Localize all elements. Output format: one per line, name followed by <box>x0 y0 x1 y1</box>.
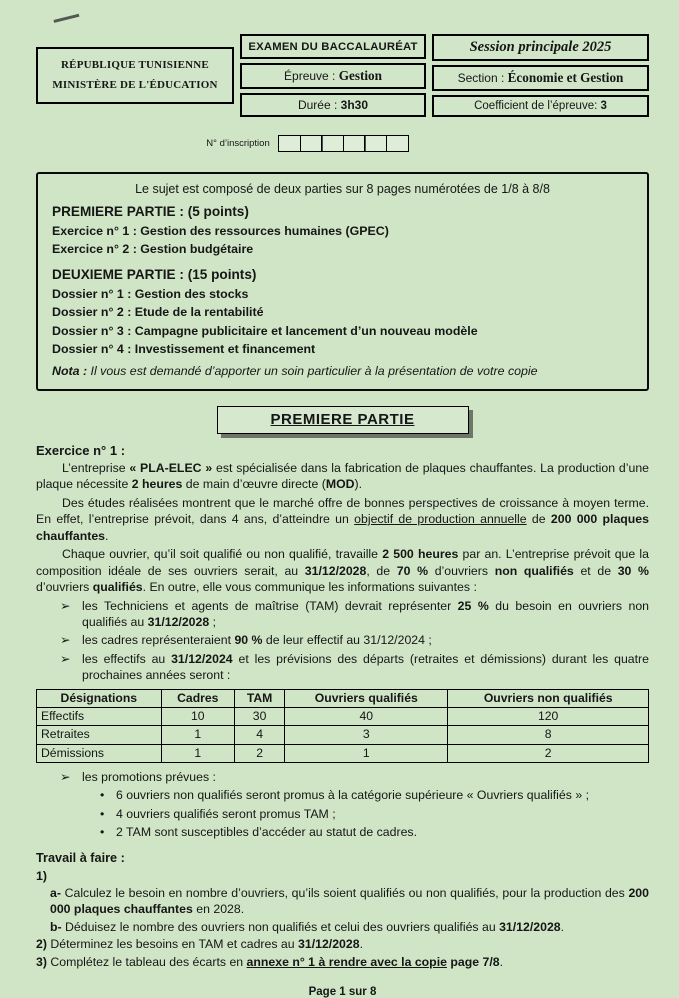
inscription-row <box>36 135 579 152</box>
table-header-cell: Désignations <box>37 689 162 707</box>
table-cell: 4 <box>234 726 284 744</box>
table-header-cell: Ouvriers non qualifiés <box>448 689 649 707</box>
bullet-item <box>60 598 649 631</box>
promotion-text: 4 ouvriers qualifiés seront promus TAM ; <box>116 806 336 821</box>
session-box: Session principale 2025 <box>432 34 649 61</box>
table-cell: 8 <box>448 726 649 744</box>
bullet-text: les promotions prévues : <box>82 769 216 784</box>
promotion-item <box>100 806 649 823</box>
paragraph-workers: Chaque ouvrier, qu’il soit qualifié ou non qualifié, travaille 2 500 heures par an. L’entreprise prévoit que la composition idéale de ses ouvriers serait, au 31/12/2028, de 70 % d’ouvriers non qualifiés et de 30 % d’ouvriers qualifiés. En outre, elle vous communique les informations suivantes : <box>36 547 649 595</box>
bullet-item <box>60 769 649 785</box>
part1-title: PREMIERE PARTIE : (5 points) <box>52 204 249 219</box>
bullet-text: les cadres représenteraient 90 % de leur effectif au 31/12/2024 ; <box>82 633 432 648</box>
part2-title: DEUXIEME PARTIE : (15 points) <box>52 266 257 282</box>
table-cell: Démissions <box>37 744 162 762</box>
table-header-cell: Ouvriers qualifiés <box>285 689 448 707</box>
section-box: Section : Économie et Gestion <box>432 65 649 91</box>
ministry-line: MINISTÈRE DE L'ÉDUCATION <box>52 78 218 91</box>
table-row <box>37 708 649 726</box>
table-cell: Effectifs <box>37 708 162 726</box>
paragraph-objective: Des études réalisées montrent que le marché offre de bonnes perspectives de croissance à moyen terme. En effet, l’entreprise prévoit, dans 4 ans, d’atteindre un objectif de production annuelle de 200 000 plaques chauffantes. <box>36 495 649 543</box>
header-middle-column <box>240 34 426 117</box>
table-cell: 120 <box>448 708 649 726</box>
coefficient-box: Coefficient de l’épreuve: 3 <box>432 95 649 117</box>
arrow-bullet-icon: ➢ <box>60 651 71 666</box>
table-header-cell: TAM <box>234 689 284 707</box>
dossier-2-line: Dossier n° 2 : Etude de la rentabilité <box>52 305 264 320</box>
inscription-cell <box>386 135 409 152</box>
page-number: Page 1 sur 8 <box>308 985 377 998</box>
question-2: 2) Déterminez les besoins en TAM et cadres au 31/12/2028. <box>36 937 363 952</box>
arrow-bullet-icon: ➢ <box>60 633 71 648</box>
inscription-cell <box>300 135 323 152</box>
dossier-1-line: Dossier n° 1 : Gestion des stocks <box>52 286 249 301</box>
bullet-text: les effectifs au 31/12/2024 et les prévisions des départs (retraites et démissions) durant les quatre prochaines années seront : <box>82 651 649 683</box>
table-cell: 30 <box>234 708 284 726</box>
epreuve-box: Épreuve : Gestion <box>240 63 426 89</box>
table-cell: 1 <box>285 744 448 762</box>
paragraph-company: L’entreprise « PLA-ELEC » est spécialisée dans la fabrication de plaques chauffantes. La production d’une plaque nécessite 2 heures de main d’œuvre directe (MOD). <box>36 460 649 492</box>
inscription-cell <box>364 135 387 152</box>
pages-note: Le sujet est composé de deux parties sur 8 pages numérotées de 1/8 à 8/8 <box>135 182 550 196</box>
exercise-heading: Exercice n° 1 : <box>36 442 126 458</box>
inscription-cell <box>278 135 301 152</box>
promotion-item <box>100 787 649 804</box>
table-cell: 2 <box>234 744 284 762</box>
table-cell: 10 <box>161 708 234 726</box>
table-cell: 1 <box>161 726 234 744</box>
promotion-text: 6 ouvriers non qualifiés seront promus à la catégorie supérieure « Ouvriers qualifiés » ; <box>116 788 589 803</box>
table-header-cell: Cadres <box>161 689 234 707</box>
dot-bullet-icon: • <box>100 806 105 821</box>
ministry-box <box>36 47 234 104</box>
travail-heading: Travail à faire : <box>36 850 125 865</box>
question-1a: a- Calculez le besoin en nombre d’ouvriers, qu’ils soient qualifiés ou non qualifiés, pour la production des 200 000 plaques chauffantes en 2028. <box>50 885 649 917</box>
republic-line: RÉPUBLIQUE TUNISIENNE <box>61 59 209 72</box>
table-cell: 40 <box>285 708 448 726</box>
dot-bullet-icon: • <box>100 788 105 803</box>
bullet-text: les Techniciens et agents de maîtrise (TAM) devrait représenter 25 % du besoin en ouvriers non qualifiés au 31/12/2028 ; <box>82 598 649 630</box>
table-cell: 1 <box>161 744 234 762</box>
inscription-cell <box>321 135 344 152</box>
question-3: 3) Complétez le tableau des écarts en annexe n° 1 à rendre avec la copie page 7/8. <box>36 955 504 969</box>
bullet-item <box>60 651 649 684</box>
inscription-label: N° d’inscription <box>206 138 270 149</box>
exercise-1-line: Exercice n° 1 : Gestion des ressources humaines (GPEC) <box>52 223 389 238</box>
table-cell: Retraites <box>37 726 162 744</box>
part1-banner: PREMIERE PARTIE <box>217 406 469 434</box>
table-header-row <box>37 689 649 707</box>
header <box>36 34 649 117</box>
subject-overview-box <box>36 172 649 391</box>
exam-title: EXAMEN DU BACCALAURÉAT <box>240 34 426 59</box>
inscription-cells <box>280 135 409 152</box>
dossier-3-line: Dossier n° 3 : Campagne publicitaire et lancement d’un nouveau modèle <box>52 323 478 338</box>
dot-bullet-icon: • <box>100 825 105 840</box>
part1-banner-wrap <box>36 406 649 434</box>
arrow-bullet-icon: ➢ <box>60 598 71 613</box>
promotion-text: 2 TAM sont susceptibles d’accéder au statut de cadres. <box>116 825 417 840</box>
question-1-label: 1) <box>36 868 48 883</box>
header-right-column <box>432 34 649 117</box>
exercise-2-line: Exercice n° 2 : Gestion budgétaire <box>52 242 254 257</box>
arrow-bullet-icon: ➢ <box>60 769 71 784</box>
question-1b: b- Déduisez le nombre des ouvriers non qualifiés et celui des ouvriers qualifiés au 31/12/2028. <box>50 919 565 934</box>
table-row <box>37 726 649 744</box>
table-cell: 2 <box>448 744 649 762</box>
table-cell: 3 <box>285 726 448 744</box>
nota-line: Nota : Il vous est demandé d’apporter un soin particulier à la présentation de votre copie <box>52 364 538 379</box>
inscription-cell <box>343 135 366 152</box>
duree-box: Durée : 3h30 <box>240 93 426 117</box>
bullet-item <box>60 632 649 648</box>
table-row <box>37 744 649 762</box>
dossier-4-line: Dossier n° 4 : Investissement et financement <box>52 342 316 357</box>
promotion-item <box>100 824 649 841</box>
effectifs-table <box>36 689 649 763</box>
